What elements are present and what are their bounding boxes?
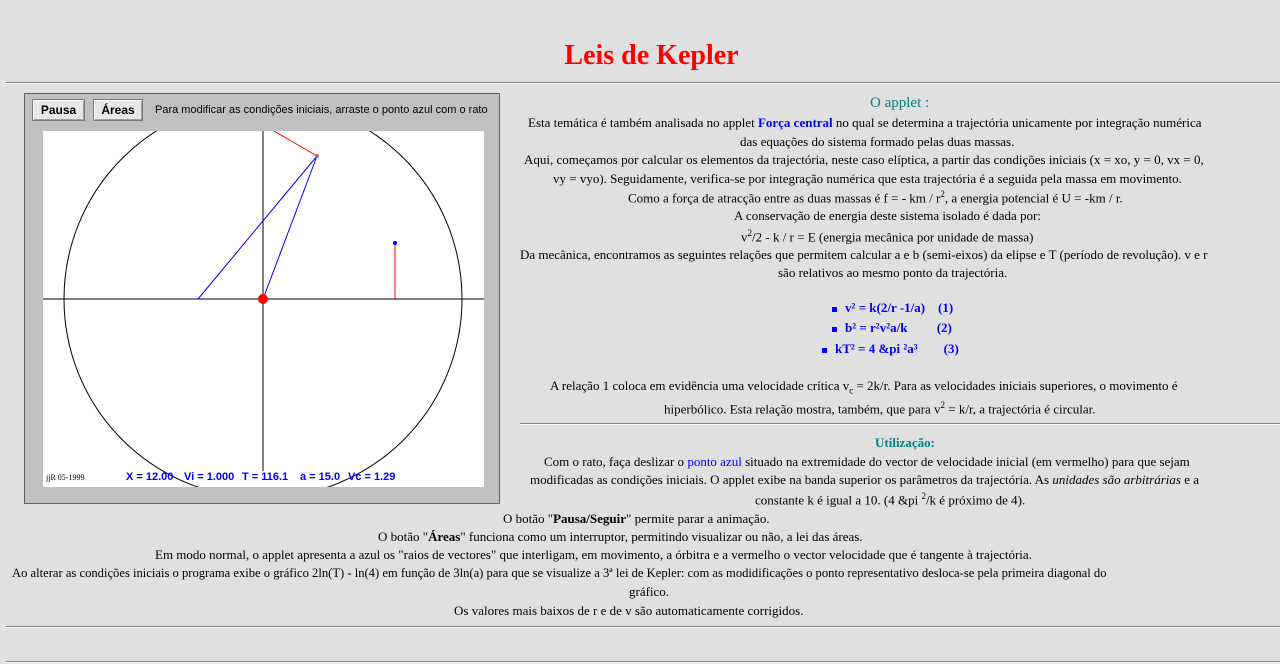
usage-line6: Em modo normal, o applet apresenta a azul os "raios de vectores" que interligam, em movimento, a órbitra e a vermelho o vector velocidade que é tangente à trajectória. <box>155 547 1032 562</box>
page-title: Leis de Kepler <box>564 40 739 71</box>
pausa-button[interactable]: Pausa <box>32 99 85 121</box>
text: kT² = 4 &pi ²a³ (3) <box>835 341 959 356</box>
about-p5 <box>741 228 1033 245</box>
signature: jjR 05-1999 <box>46 473 85 482</box>
usage-heading: Utilização: <box>875 435 935 450</box>
divider <box>520 423 1280 425</box>
text: modificadas as condições iniciais. O applet exibe na banda superior os parâmetros da trajectória. As <box>530 472 1053 487</box>
text: hiperbólico. Esta relação mostra, também, que para v <box>664 401 941 417</box>
drag-point[interactable] <box>393 241 397 245</box>
text: v <box>741 229 748 245</box>
statusbar <box>43 471 484 485</box>
drag-hint: Para modificar as condições iniciais, arraste o ponto azul com o rato <box>155 104 488 116</box>
text: Como a força de atracção entre as duas massas é f = - km / r <box>628 190 941 206</box>
about-p3 <box>628 189 1123 206</box>
text: /k é próximo de 4). <box>925 492 1026 508</box>
equation-1 <box>832 300 953 316</box>
equation-3 <box>822 341 959 357</box>
radius-vector-sun <box>263 156 317 299</box>
text: no qual se determina a trajectória unicamente por integração numérica <box>832 115 1202 130</box>
text: = k/r, a trajectória é circular. <box>945 401 1096 417</box>
kepler-applet[interactable] <box>24 93 500 504</box>
about-p1-line2: das equações do sistema formado pelas duas massas. <box>740 134 1015 149</box>
about-p7 <box>550 378 1178 396</box>
text: situado na extremidade do vector de velocidade inicial (em vermelho) para que sejam <box>741 454 1190 469</box>
text: Esta temática é também analisada no applet <box>528 115 758 130</box>
text: , a energia potencial é U = -km / r. <box>944 190 1123 206</box>
text: A relação 1 coloca em evidência uma velocidade crítica v <box>550 378 850 393</box>
ponto-azul-link[interactable]: ponto azul <box>687 454 742 469</box>
sup: 2 <box>921 491 926 501</box>
usage-line2 <box>530 472 1199 488</box>
usage-line3 <box>755 491 1025 508</box>
divider <box>6 626 1280 628</box>
about-p4: A conservação de energia deste sistema isolado é dada por: <box>734 208 1041 223</box>
orbit-canvas[interactable] <box>43 131 484 487</box>
about-heading: O applet : <box>870 95 930 111</box>
bullet-icon <box>832 327 837 332</box>
about-p2-line2: vy = vyo). Seguidamente, verifica-se por integração numérica que esta trajectória é a seguida pela massa em movimento. <box>553 171 1182 186</box>
text: Áreas <box>428 529 461 544</box>
sup: 2 <box>747 228 752 238</box>
text: O botão " <box>503 511 554 526</box>
forca-central-link[interactable]: Força central <box>757 115 833 130</box>
usage-line7: Ao alterar as condições iniciais o programa exibe o gráfico 2ln(T) - ln(4) em função de 3ln(a) para que se visualize a 3ª lei de Kepler: com as modidificações o ponto representativo desloca-se pela primeira diagonal do <box>12 566 1107 580</box>
status-a: a = 15.0 <box>300 471 341 483</box>
text: e a <box>1180 472 1199 487</box>
divider <box>6 82 1280 84</box>
orbit-drawing <box>43 131 484 487</box>
sup: 2 <box>940 189 945 199</box>
usage-line4 <box>503 511 770 527</box>
status-vc: Vc = 1.29 <box>348 471 396 483</box>
text: Com o rato, faça deslizar o <box>544 454 688 469</box>
about-p8 <box>664 400 1095 417</box>
velocity-vector <box>274 131 317 156</box>
planet <box>315 154 319 158</box>
text: b² = r²v²a/k (2) <box>845 320 952 335</box>
about-p2-line1: Aqui, começamos por calcular os elementos da trajectória, neste caso elíptica, a partir das condições iniciais (x = xo, y = 0, vx = 0, <box>524 152 1204 167</box>
text: " funciona como um interruptor, permitindo visualizar ou não, a lei das áreas. <box>460 529 863 544</box>
about-p1-line1 <box>528 115 1202 131</box>
about-p6-line1: Da mecânica, encontramos as seguintes relações que permitem calcular a e b (semi-eixos) da elipse e T (período de revolução). v e r <box>520 247 1208 262</box>
sup: 2 <box>940 400 946 410</box>
radius-vector-focus <box>198 156 317 299</box>
bullet-icon <box>832 307 837 312</box>
divider <box>6 661 1280 663</box>
sub: c <box>849 385 854 396</box>
usage-line9: Os valores mais baixos de r e de v são automaticamente corrigidos. <box>454 603 804 618</box>
status-vi: Vi = 1.000 <box>184 471 235 483</box>
status-x: X = 12.00 <box>126 471 174 483</box>
usage-line5 <box>378 529 863 545</box>
status-t: T = 116.1 <box>242 471 289 483</box>
text: /2 - k / r = E (energia mecânica por unidade de massa) <box>752 229 1034 245</box>
about-p6-line2: são relativos ao mesmo ponto da trajectória. <box>778 265 1008 280</box>
usage-line8: gráfico. <box>629 584 670 599</box>
text: = 2k/r. Para as velocidades iniciais superiores, o movimento é <box>853 378 1178 393</box>
usage-line1 <box>544 454 1190 470</box>
text: unidades são arbitrárias <box>1052 472 1181 487</box>
areas-button[interactable]: Áreas <box>93 99 143 121</box>
bullet-icon <box>822 348 827 353</box>
text: v² = k(2/r -1/a) (1) <box>845 300 954 315</box>
text: Pausa/Seguir <box>553 511 627 526</box>
text: " permite parar a animação. <box>626 511 770 526</box>
equation-2 <box>832 320 952 336</box>
sun <box>258 294 268 304</box>
text: constante k é igual a 10. (4 &pi <box>755 492 922 508</box>
text: O botão " <box>378 529 429 544</box>
